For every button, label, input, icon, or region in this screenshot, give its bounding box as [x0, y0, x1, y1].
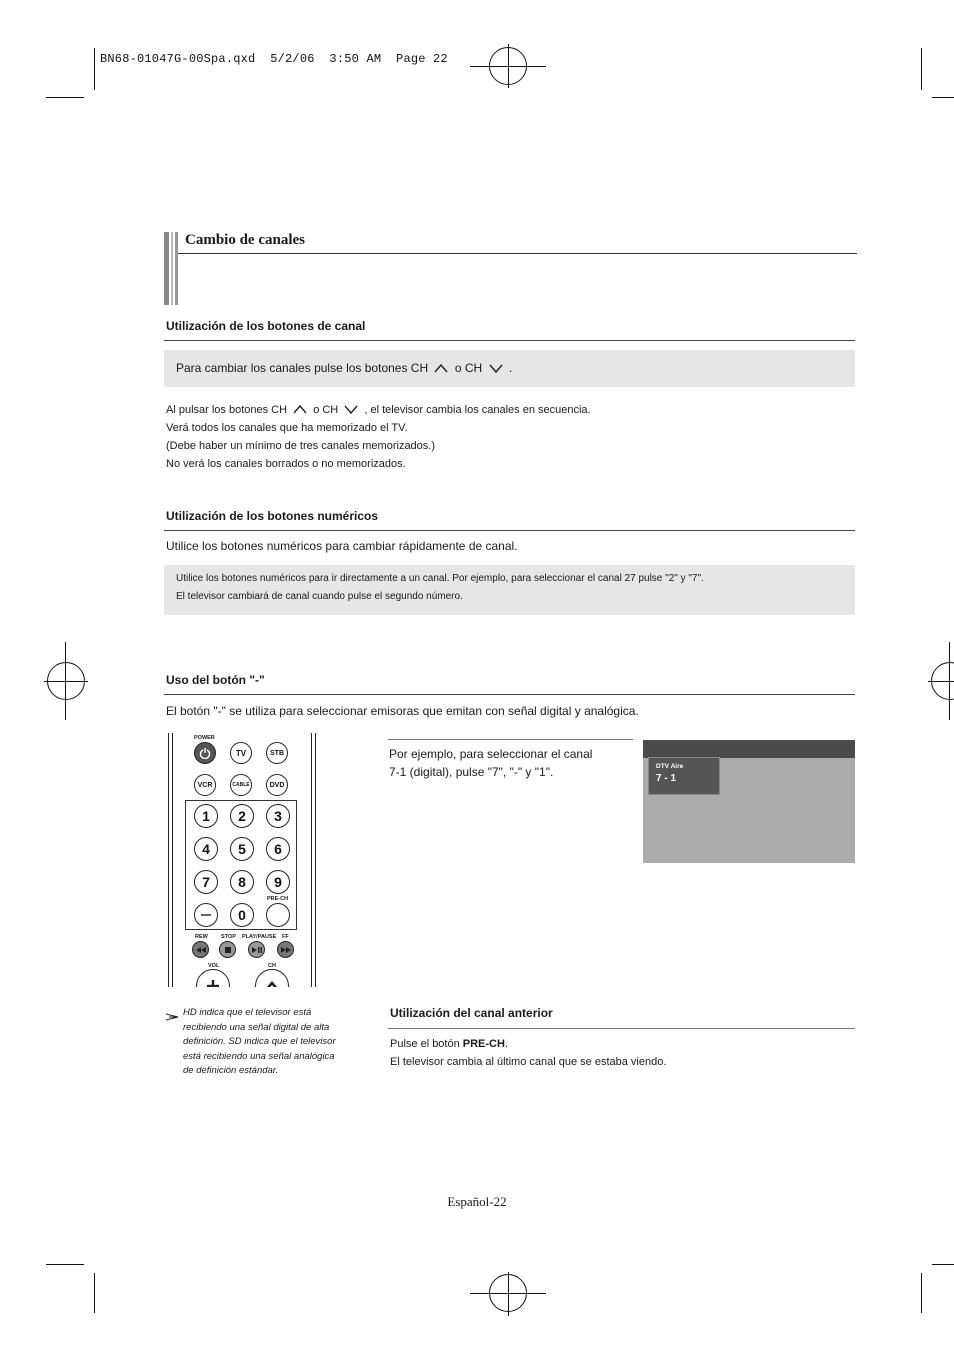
- rew-label: REW: [195, 934, 208, 940]
- text-line: No verá los canales borrados o no memorizados.: [166, 458, 406, 470]
- digit-1-button[interactable]: 1: [194, 804, 218, 828]
- section-rule: [164, 340, 855, 341]
- fast-forward-icon: [281, 947, 291, 953]
- text-line: El televisor cambia al último canal que se estaba viendo.: [390, 1056, 667, 1068]
- stop-label: STOP: [221, 934, 236, 940]
- text-line: Por ejemplo, para seleccionar el canal: [389, 747, 593, 761]
- numeric-text: Utilice los botones numéricos para cambiar rápidamente de canal.: [166, 539, 518, 553]
- playpause-button[interactable]: [248, 941, 265, 958]
- section-heading-previous-channel: Utilización del canal anterior: [390, 1006, 553, 1020]
- page-number: Español-22: [447, 1194, 507, 1209]
- prech-bold: PRE-CH: [462, 1038, 505, 1050]
- example-text: [389, 745, 592, 781]
- channel-up-button[interactable]: [255, 969, 289, 987]
- digit-5-button[interactable]: 5: [230, 837, 254, 861]
- dvd-button[interactable]: DVD: [266, 774, 288, 796]
- stop-button[interactable]: [219, 941, 236, 958]
- tip-box-channel: [164, 350, 855, 387]
- note-line: está recibiendo una señal analógica: [183, 1050, 335, 1062]
- digit-7-button[interactable]: 7: [194, 870, 218, 894]
- rew-button[interactable]: [192, 941, 209, 958]
- note-arrow-icon: [166, 1009, 180, 1027]
- tip-box-numeric: [164, 565, 855, 615]
- chevron-up-icon: [292, 403, 308, 415]
- dash-icon: [200, 913, 212, 917]
- plus-icon: [205, 978, 221, 987]
- text-line: 7-1 (digital), pulse "7", "-" y "1".: [389, 765, 554, 779]
- vol-label: VOL: [208, 963, 220, 969]
- power-button[interactable]: [194, 742, 216, 764]
- title-rule: [178, 253, 857, 254]
- tv-screen-header-strip: [643, 740, 855, 758]
- chevron-down-icon: [488, 362, 504, 374]
- osd-channel-banner: [648, 757, 720, 795]
- tip-text-end: .: [508, 361, 513, 375]
- cable-button[interactable]: CABLE: [230, 774, 252, 796]
- print-slug: BN68-01047G-00Spa.qxd 5/2/06 3:50 AM Page 22: [100, 52, 448, 66]
- page-title: Cambio de canales: [185, 232, 305, 248]
- ff-button[interactable]: [277, 941, 294, 958]
- note-line: HD indica que el televisor está: [183, 1007, 312, 1018]
- dash-text: El botón "-" se utiliza para seleccionar emisoras que emitan con señal digital y analógica.: [166, 704, 639, 718]
- digit-2-button[interactable]: 2: [230, 804, 254, 828]
- text-line: , el televisor cambia los canales en secuencia.: [364, 404, 591, 416]
- text-line: (Debe haber un mínimo de tres canales memorizados.): [166, 440, 436, 452]
- digit-9-button[interactable]: 9: [266, 870, 290, 894]
- section-heading-dash-button: Uso del botón "-": [166, 673, 265, 687]
- digit-8-button[interactable]: 8: [230, 870, 254, 894]
- osd-channel: 7 - 1: [656, 773, 677, 784]
- power-icon: [199, 747, 211, 759]
- remote-control-illustration: [168, 733, 316, 987]
- example-rule: [388, 739, 633, 740]
- digit-3-button[interactable]: 3: [266, 804, 290, 828]
- text-line: Pulse el botón: [390, 1038, 463, 1050]
- tip-line: Utilice los botones numéricos para ir directamente a un canal. Por ejemplo, para seleccionar el canal 27 pulse "2" y "7".: [176, 573, 704, 584]
- section-rule: [164, 530, 855, 531]
- tip-text-mid: o CH: [454, 361, 483, 375]
- dash-button[interactable]: [194, 903, 218, 927]
- ff-label: FF: [282, 934, 289, 940]
- section-rule: [388, 1028, 855, 1029]
- chevron-up-icon: [264, 980, 280, 987]
- ch-label: CH: [268, 963, 276, 969]
- hd-sd-note: [183, 1006, 336, 1079]
- playpause-label: PLAY/PAUSE: [242, 934, 277, 940]
- prech-button[interactable]: [266, 903, 290, 927]
- note-line: de definición estándar.: [183, 1065, 279, 1076]
- stb-button[interactable]: STB: [266, 742, 288, 764]
- text-line: .: [504, 1038, 509, 1050]
- play-pause-icon: [252, 947, 262, 953]
- power-label: POWER: [194, 735, 215, 741]
- rewind-icon: [196, 947, 206, 953]
- volume-up-button[interactable]: [196, 969, 230, 987]
- tip-text-start: Para cambiar los canales pulse los botones CH: [176, 361, 429, 375]
- vcr-button[interactable]: VCR: [194, 774, 216, 796]
- stop-icon: [225, 947, 231, 953]
- section-rule: [164, 694, 855, 695]
- text-line: Al pulsar los botones CH: [166, 404, 288, 416]
- note-line: recibiendo una señal digital de alta: [183, 1021, 330, 1033]
- tv-button[interactable]: TV: [230, 742, 252, 764]
- osd-label: DTV Aire: [656, 763, 684, 770]
- digit-6-button[interactable]: 6: [266, 837, 290, 861]
- prech-label: PRE-CH: [267, 896, 289, 902]
- text-line: Verá todos los canales que ha memorizado el TV.: [166, 422, 408, 434]
- note-line: definición. SD indica que el televisor: [183, 1036, 336, 1047]
- channel-paragraph: [166, 401, 591, 473]
- title-bar-decoration: [164, 232, 178, 305]
- chevron-down-icon: [343, 403, 359, 415]
- digit-4-button[interactable]: 4: [194, 837, 218, 861]
- tip-line: El televisor cambiará de canal cuando pulse el segundo número.: [176, 591, 463, 602]
- chevron-up-icon: [433, 362, 449, 374]
- section-heading-channel-buttons: Utilización de los botones de canal: [166, 319, 366, 333]
- text-line: o CH: [313, 404, 339, 416]
- digit-0-button[interactable]: 0: [230, 903, 254, 927]
- section-heading-numeric-buttons: Utilización de los botones numéricos: [166, 509, 379, 523]
- previous-channel-text: [390, 1035, 666, 1071]
